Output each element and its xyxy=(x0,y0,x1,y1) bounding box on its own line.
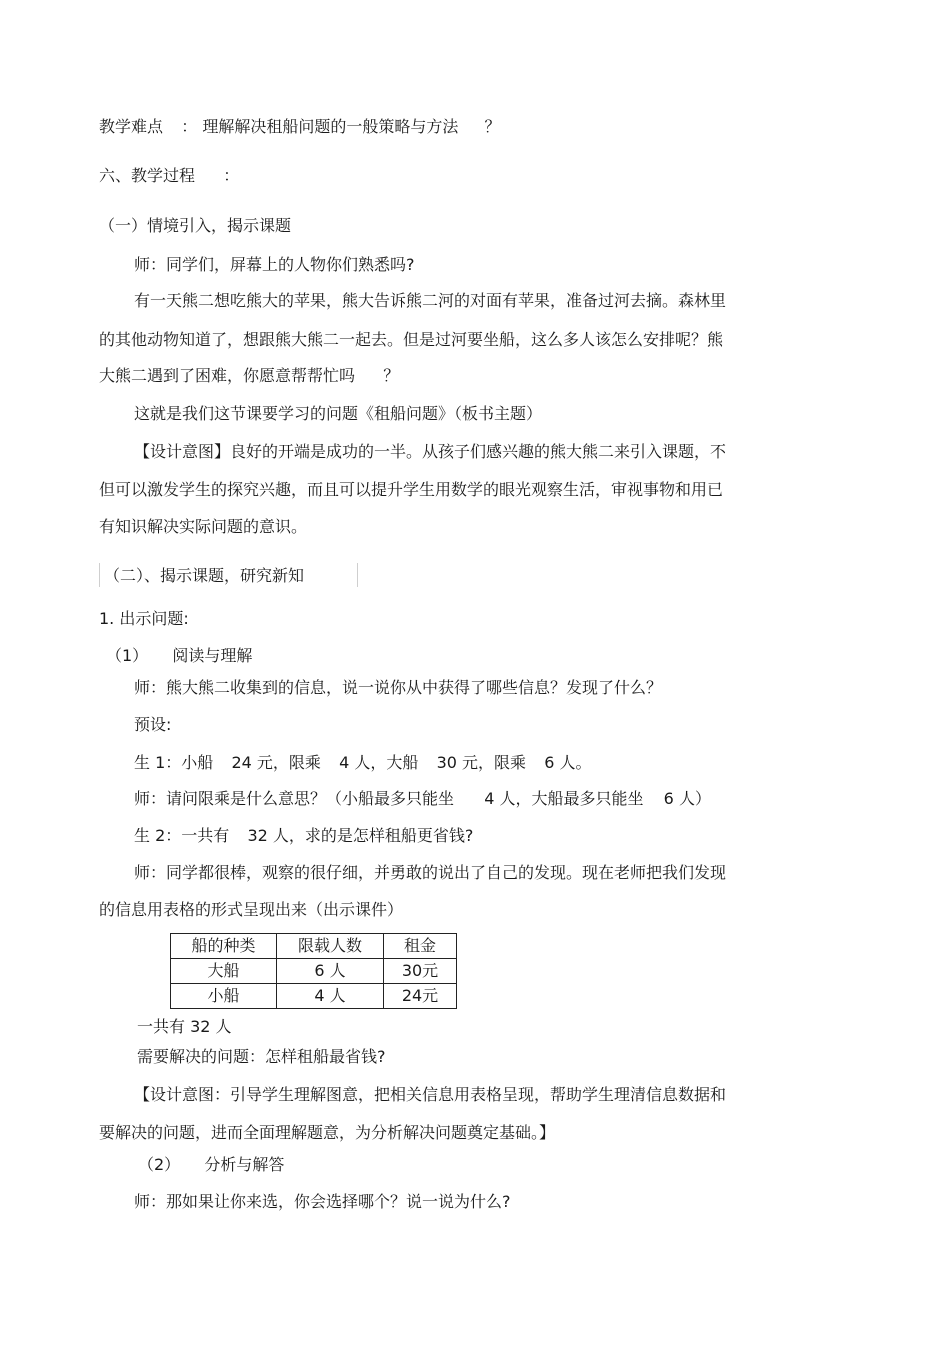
student-2-part-b: 32 人，求的是怎样租船更省钱? xyxy=(247,826,474,845)
teacher-line-3-part-c: 6 人） xyxy=(663,789,711,808)
subsection-1-number: （1） xyxy=(106,646,149,665)
boat-info-table xyxy=(170,933,457,1009)
difficulty-line xyxy=(99,117,501,137)
teacher-line-3-part-a: 师：请问限乘是什么意思？（小船最多只能坐 xyxy=(134,789,455,808)
difficulty-text: 理解解决租船问题的一般策略与方法 xyxy=(202,117,459,136)
problem-statement: 需要解决的问题：怎样租船最省钱? xyxy=(137,1047,386,1066)
subsection-2-heading xyxy=(138,1155,284,1175)
teacher-line-4-l2: 的信息用表格的形式呈现出来（出示课件） xyxy=(99,900,404,919)
story-line-1: 有一天熊二想吃熊大的苹果，熊大告诉熊二河的对面有苹果，准备过河去摘。森林里 xyxy=(134,291,727,310)
subsection-2-title: 分析与解答 xyxy=(204,1155,285,1174)
table-cell: 小船 xyxy=(171,984,277,1009)
table-cell: 30元 xyxy=(384,959,457,984)
subsection-1-heading xyxy=(106,646,252,666)
process-heading-text: 六、教学过程 xyxy=(99,166,196,185)
design-intent-1-line-1: 【设计意图】良好的开端是成功的一半。从孩子们感兴趣的熊大熊二来引入课题，不 xyxy=(134,442,727,461)
student-1-part-d: 30 元，限乘 xyxy=(436,753,527,772)
section-1-heading: （一）情境引入，揭示课题 xyxy=(99,216,292,235)
student-1-part-c: 4 人，大船 xyxy=(339,753,419,772)
teacher-line-3 xyxy=(134,789,711,809)
design-intent-2-line-2: 要解决的问题，进而全面理解题意，为分析解决问题奠定基础。】 xyxy=(99,1123,556,1142)
table-row xyxy=(171,959,457,984)
story-line-3-text: 大熊二遇到了困难，你愿意帮帮忙吗 xyxy=(99,366,356,385)
section-2-heading: （二）、揭示课题，研究新知 xyxy=(104,566,305,585)
subsection-2-number: （2） xyxy=(138,1155,181,1174)
student-1-part-e: 6 人。 xyxy=(544,753,592,772)
student-1-part-b: 24 元，限乘 xyxy=(231,753,321,772)
table-header-cell: 租金 xyxy=(384,934,457,959)
student-2-line xyxy=(134,826,473,846)
design-intent-2-line-1: 【设计意图：引导学生理解图意，把相关信息用表格呈现，帮助学生理清信息数据和 xyxy=(134,1085,727,1104)
process-heading-colon: ： xyxy=(223,166,240,185)
question-1-heading: 1. 出示问题: xyxy=(99,609,189,628)
table-row xyxy=(171,984,457,1009)
student-2-part-a: 生 2：一共有 xyxy=(134,826,230,845)
subsection-1-title: 阅读与理解 xyxy=(172,646,253,665)
table-cell: 24元 xyxy=(384,984,457,1009)
table-header-cell: 限载人数 xyxy=(277,934,384,959)
design-intent-1-line-3: 有知识解决实际问题的意识。 xyxy=(99,517,308,536)
section-2-right-divider xyxy=(357,563,358,587)
design-intent-1-line-2: 但可以激发学生的探究兴趣，而且可以提升学生用数学的眼光观察生活，审视事物和用已 xyxy=(99,480,724,499)
table-cell: 4 人 xyxy=(277,984,384,1009)
preset-label: 预设: xyxy=(134,715,172,734)
teacher-line-4-l1: 师：同学都很棒，观察的很仔细，并勇敢的说出了自己的发现。现在老师把我们发现 xyxy=(134,863,727,882)
teacher-line-5: 师：那如果让你来选，你会选择哪个？说一说为什么? xyxy=(134,1192,511,1211)
process-heading xyxy=(99,166,239,186)
difficulty-colon: ： xyxy=(181,117,198,136)
story-line-3-question-mark: ？ xyxy=(383,366,400,385)
total-people-line: 一共有 32 人 xyxy=(137,1017,232,1036)
topic-line: 这就是我们这节课要学习的问题《租船问题》（板书主题） xyxy=(134,404,543,423)
table-cell: 大船 xyxy=(171,959,277,984)
student-1-part-a: 生 1：小船 xyxy=(134,753,214,772)
difficulty-question-mark: ？ xyxy=(484,117,501,136)
teacher-line-1: 师：同学们，屏幕上的人物你们熟悉吗? xyxy=(134,255,415,274)
table-header-cell: 船的种类 xyxy=(171,934,277,959)
student-1-line xyxy=(134,753,592,773)
teacher-line-2: 师：熊大熊二收集到的信息，说一说你从中获得了哪些信息？发现了什么？ xyxy=(134,678,663,697)
difficulty-label: 教学难点 xyxy=(99,117,164,136)
table-cell: 6 人 xyxy=(277,959,384,984)
story-line-3 xyxy=(99,366,399,386)
table-header-row xyxy=(171,934,457,959)
teacher-line-3-part-b: 4 人，大船最多只能坐 xyxy=(484,789,644,808)
section-2-left-divider xyxy=(99,563,100,587)
story-line-2: 的其他动物知道了，想跟熊大熊二一起去。但是过河要坐船，这么多人该怎么安排呢？熊 xyxy=(99,330,724,349)
